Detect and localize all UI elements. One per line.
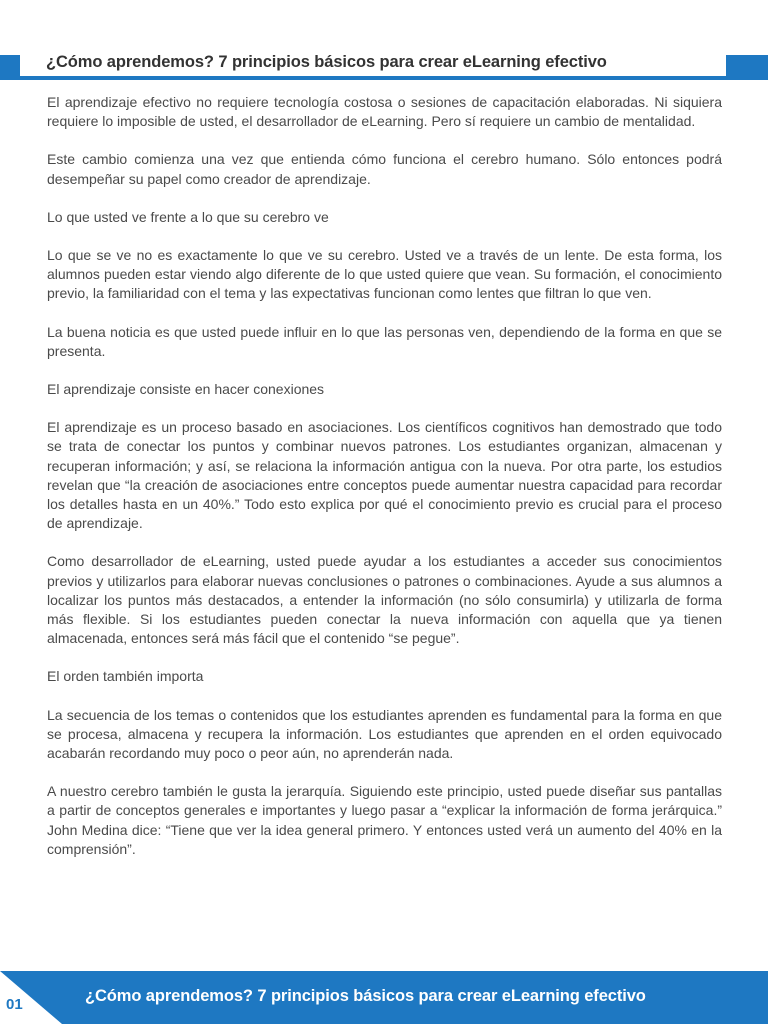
article-body	[47, 93, 722, 878]
header-right-accent	[726, 55, 768, 80]
paragraph-developer: Como desarrollador de eLearning, usted puede ayudar a los estudiantes a acceder sus conocimientos previos y utilizarlos para elaborar nuevas conclusiones o patrones o combinaciones. Ayude a sus alumnos a localizar los puntos más destacados, a entender la información (no sólo consumirla) y utilizarla de forma más flexible. Si los estudiantes pueden conectar la nueva información con aquella que ya tienen almacenada, entonces será más fácil que el contenido “se pegue”.	[47, 553, 722, 647]
paragraph-hierarchy: A nuestro cerebro también le gusta la jerarquía. Siguiendo este principio, usted puede diseñar sus pantallas a partir de conceptos generales e importantes y luego pasar a “explicar la información de forma jerárquica.” John Medina dice: “Tiene que ver la idea general primero. Y entonces usted verá un aumento del 40% en la comprensión”.	[47, 783, 722, 857]
paragraph-intro: El aprendizaje efectivo no requiere tecnología costosa o sesiones de capacitación elaboradas. Ni siquiera requiere lo imposible de usted, el desarrollador de eLearning. Pero sí requiere un cambio de mentalidad.	[47, 94, 722, 130]
paragraph-sequence: La secuencia de los temas o contenidos que los estudiantes aprenden es fundamental para la forma en que se procesa, almacena y recupera la información. Los estudiantes que aprenden en el orden equivocado acabarán recordando muy poco o peor aún, no aprenderán nada.	[47, 706, 722, 762]
header-rule	[20, 76, 726, 80]
footer-title: ¿Cómo aprendemos? 7 principios básicos para crear eLearning efectivo	[85, 987, 646, 1005]
paragraph-change: Este cambio comienza una vez que entienda cómo funciona el cerebro humano. Sólo entonces podrá desempeñar su papel como creador de aprendizaje.	[47, 151, 722, 187]
paragraph-good-news: La buena noticia es que usted puede influir en lo que las personas ven, dependiendo de la forma en que se presenta.	[47, 323, 722, 359]
section-heading-see: Lo que usted ve frente a lo que su cerebro ve	[47, 208, 329, 225]
page-number: 01	[6, 996, 23, 1013]
paragraph-associations: El aprendizaje es un proceso basado en asociaciones. Los científicos cognitivos han demostrado que todo se trata de conectar los puntos y combinar nuevos patrones. Los estudiantes organizan, almacenan y recuperan información; y así, se relaciona la información antigua con la nueva. Por otra parte, los estudios revelan que “la creación de asociaciones entre conceptos puede aumentar nuestra capacidad para recordar los detalles hasta en un 40%.” Todo esto explica por qué el conocimiento previo es crucial para el proceso de aprendizaje.	[47, 419, 722, 532]
page-title: ¿Cómo aprendemos? 7 principios básicos para crear eLearning efectivo	[46, 53, 607, 71]
paragraph-lens: Lo que se ve no es exactamente lo que ve su cerebro. Usted ve a través de un lente. De esta forma, los alumnos pueden estar viendo algo diferente de lo que usted quiere que vean. Su formación, el conocimiento previo, la familiaridad con el tema y las expectativas funcionan como lentes que filtran lo que ven.	[47, 247, 722, 302]
section-heading-connections: El aprendizaje consiste en hacer conexiones	[47, 381, 325, 398]
section-heading-order: El orden también importa	[47, 668, 204, 685]
header-left-accent	[0, 55, 20, 80]
